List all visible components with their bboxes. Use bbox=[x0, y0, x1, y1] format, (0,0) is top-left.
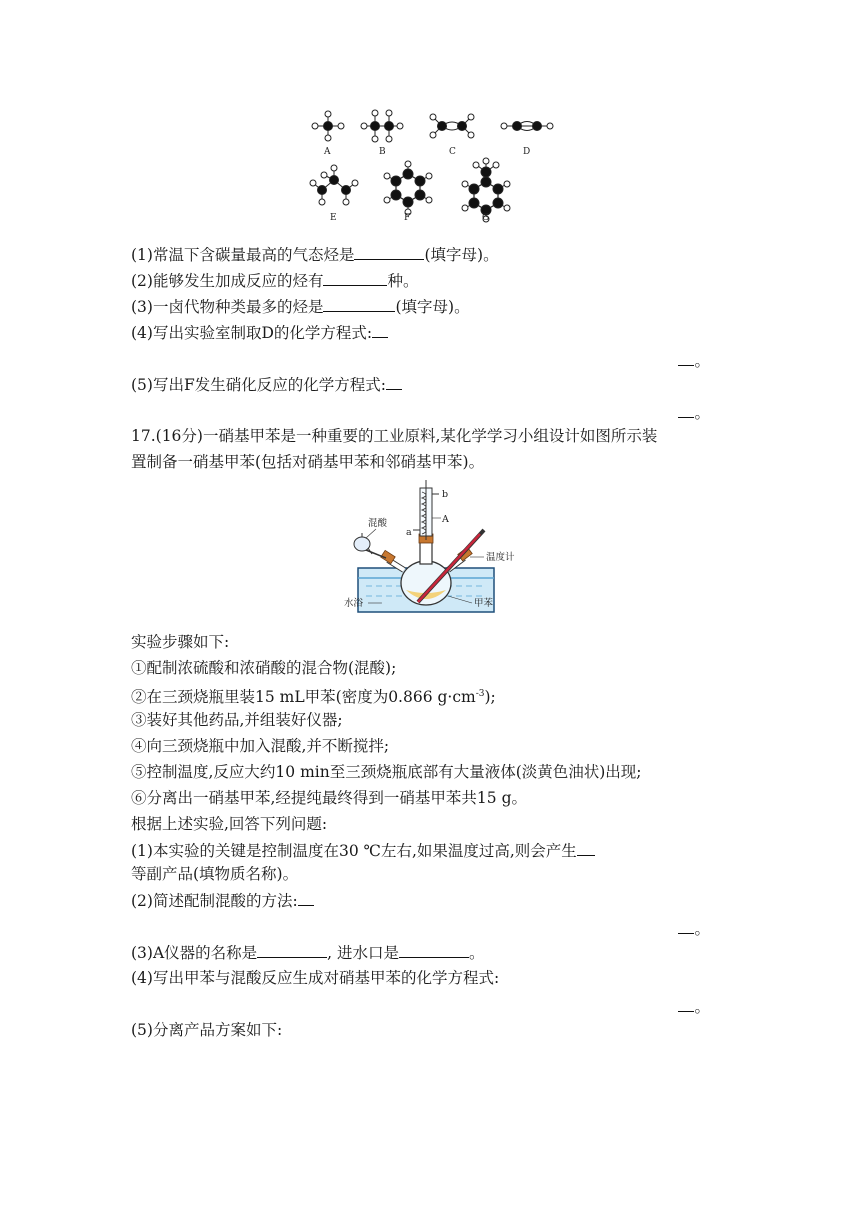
step-1: ①配制浓硫酸和浓硝酸的混合物(混酸); bbox=[131, 659, 397, 677]
step-3: ③装好其他药品,并组装好仪器; bbox=[131, 711, 343, 729]
q17-part1 bbox=[131, 840, 595, 861]
q17-part4-end-line bbox=[678, 996, 710, 1017]
q16-part5-end-line bbox=[678, 402, 710, 423]
q16-part5 bbox=[131, 374, 402, 395]
molecule-e bbox=[310, 165, 358, 205]
q16-part2 bbox=[131, 270, 418, 291]
label-toluene: 甲苯 bbox=[474, 598, 494, 609]
q16-part2-end: 种。 bbox=[387, 272, 419, 290]
q16-part1-text: (1)常温下含碳量最高的气态烃是 bbox=[131, 246, 355, 264]
answer-blank[interactable] bbox=[399, 942, 469, 958]
molecule-label-f: F bbox=[404, 213, 411, 223]
step-2-end: ); bbox=[484, 688, 496, 707]
q16-part3 bbox=[131, 296, 470, 317]
steps-title: 实验步骤如下: bbox=[131, 633, 230, 651]
answer-blank[interactable] bbox=[678, 402, 694, 418]
answer-blank[interactable] bbox=[323, 296, 395, 312]
q17-intro-line1: 17.(16分)一硝基甲苯是一种重要的工业原料,某化学学习小组设计如图所示装 bbox=[131, 427, 658, 445]
q17-part3 bbox=[131, 942, 485, 963]
step-5: ⑤控制温度,反应大约10 min至三颈烧瓶底部有大量液体(淡黄色油状)出现; bbox=[131, 763, 642, 781]
q16-part4-end-line bbox=[678, 350, 710, 371]
q17-part1-text: (1)本实验的关键是控制温度在30 ℃左右,如果温度过高,则会产生 bbox=[131, 842, 577, 860]
q17-part5: (5)分离产品方案如下: bbox=[131, 1021, 283, 1039]
molecule-label-c: C bbox=[449, 147, 456, 157]
q17-part4: (4)写出甲苯与混酸反应生成对硝基甲苯的化学方程式: bbox=[131, 969, 500, 987]
dropping-funnel bbox=[354, 533, 386, 558]
step-4: ④向三颈烧瓶中加入混酸,并不断搅拌; bbox=[131, 737, 390, 755]
label-b: b bbox=[442, 489, 449, 500]
q17-part1-cont: 等副产品(填物质名称)。 bbox=[131, 865, 299, 883]
q17-part3-text: (3)A仪器的名称是 bbox=[131, 944, 258, 962]
q16-part4-end: 。 bbox=[694, 352, 710, 370]
molecule-models-figure bbox=[300, 104, 570, 223]
answer-blank[interactable] bbox=[298, 890, 314, 906]
q17-part3-mid: , 进水口是 bbox=[327, 944, 400, 962]
condenser-a bbox=[413, 480, 439, 540]
label-a-inlet: a bbox=[406, 527, 412, 538]
q16-part5-end: 。 bbox=[694, 404, 710, 422]
molecule-a bbox=[312, 111, 344, 141]
answer-blank[interactable] bbox=[678, 996, 694, 1012]
q17-part4-end: 。 bbox=[694, 998, 710, 1016]
molecule-f bbox=[384, 161, 432, 215]
q16-part3-text: (3)一卤代物种类最多的烃是 bbox=[131, 298, 324, 316]
q16-part1 bbox=[131, 244, 499, 265]
molecule-label-b: B bbox=[379, 147, 386, 157]
label-mixed-acid: 混酸 bbox=[368, 518, 388, 529]
apparatus-figure bbox=[346, 478, 526, 623]
answer-blank[interactable] bbox=[577, 840, 595, 856]
q17-part2-text: (2)简述配制混酸的方法: bbox=[131, 892, 298, 910]
q16-part2-text: (2)能够发生加成反应的烃有 bbox=[131, 272, 324, 290]
molecule-d bbox=[501, 122, 553, 131]
step-2-superscript: -3 bbox=[475, 689, 485, 699]
q16-part1-end: (填字母)。 bbox=[424, 246, 499, 264]
answer-blank[interactable] bbox=[678, 918, 694, 934]
molecule-label-e: E bbox=[330, 213, 337, 223]
molecule-label-a: A bbox=[324, 147, 331, 157]
q17-part2 bbox=[131, 890, 314, 911]
step-2-text: ②在三颈烧瓶里装15 mL甲苯(密度为0.866 g·cm bbox=[131, 688, 476, 707]
label-a-instrument: A bbox=[442, 514, 449, 525]
answer-blank[interactable] bbox=[257, 942, 327, 958]
q17-part3-end: 。 bbox=[469, 944, 485, 962]
molecule-c bbox=[430, 114, 474, 138]
step-2 bbox=[131, 684, 496, 707]
answer-intro: 根据上述实验,回答下列问题: bbox=[131, 815, 328, 833]
molecule-b bbox=[361, 110, 403, 142]
molecule-label-d: D bbox=[523, 147, 531, 157]
q16-part4-text: (4)写出实验室制取D的化学方程式: bbox=[131, 324, 373, 342]
q17-part2-end: 。 bbox=[694, 920, 710, 938]
answer-blank[interactable] bbox=[678, 350, 694, 366]
answer-blank[interactable] bbox=[372, 322, 388, 338]
answer-blank[interactable] bbox=[354, 244, 424, 260]
q16-part3-end: (填字母)。 bbox=[395, 298, 470, 316]
molecule-label-g: G bbox=[482, 213, 490, 223]
label-water-bath: 水浴 bbox=[344, 598, 364, 609]
q16-part4 bbox=[131, 322, 388, 343]
answer-blank[interactable] bbox=[386, 374, 402, 390]
step-6: ⑥分离出一硝基甲苯,经提纯最终得到一硝基甲苯共15 g。 bbox=[131, 789, 528, 807]
label-thermometer: 温度计 bbox=[486, 552, 515, 563]
q16-part5-text: (5)写出F发生硝化反应的化学方程式: bbox=[131, 376, 386, 394]
q17-part2-end-line bbox=[678, 918, 710, 939]
answer-blank[interactable] bbox=[323, 270, 387, 286]
q17-intro-line2: 置制备一硝基甲苯(包括对硝基甲苯和邻硝基甲苯)。 bbox=[131, 453, 485, 471]
